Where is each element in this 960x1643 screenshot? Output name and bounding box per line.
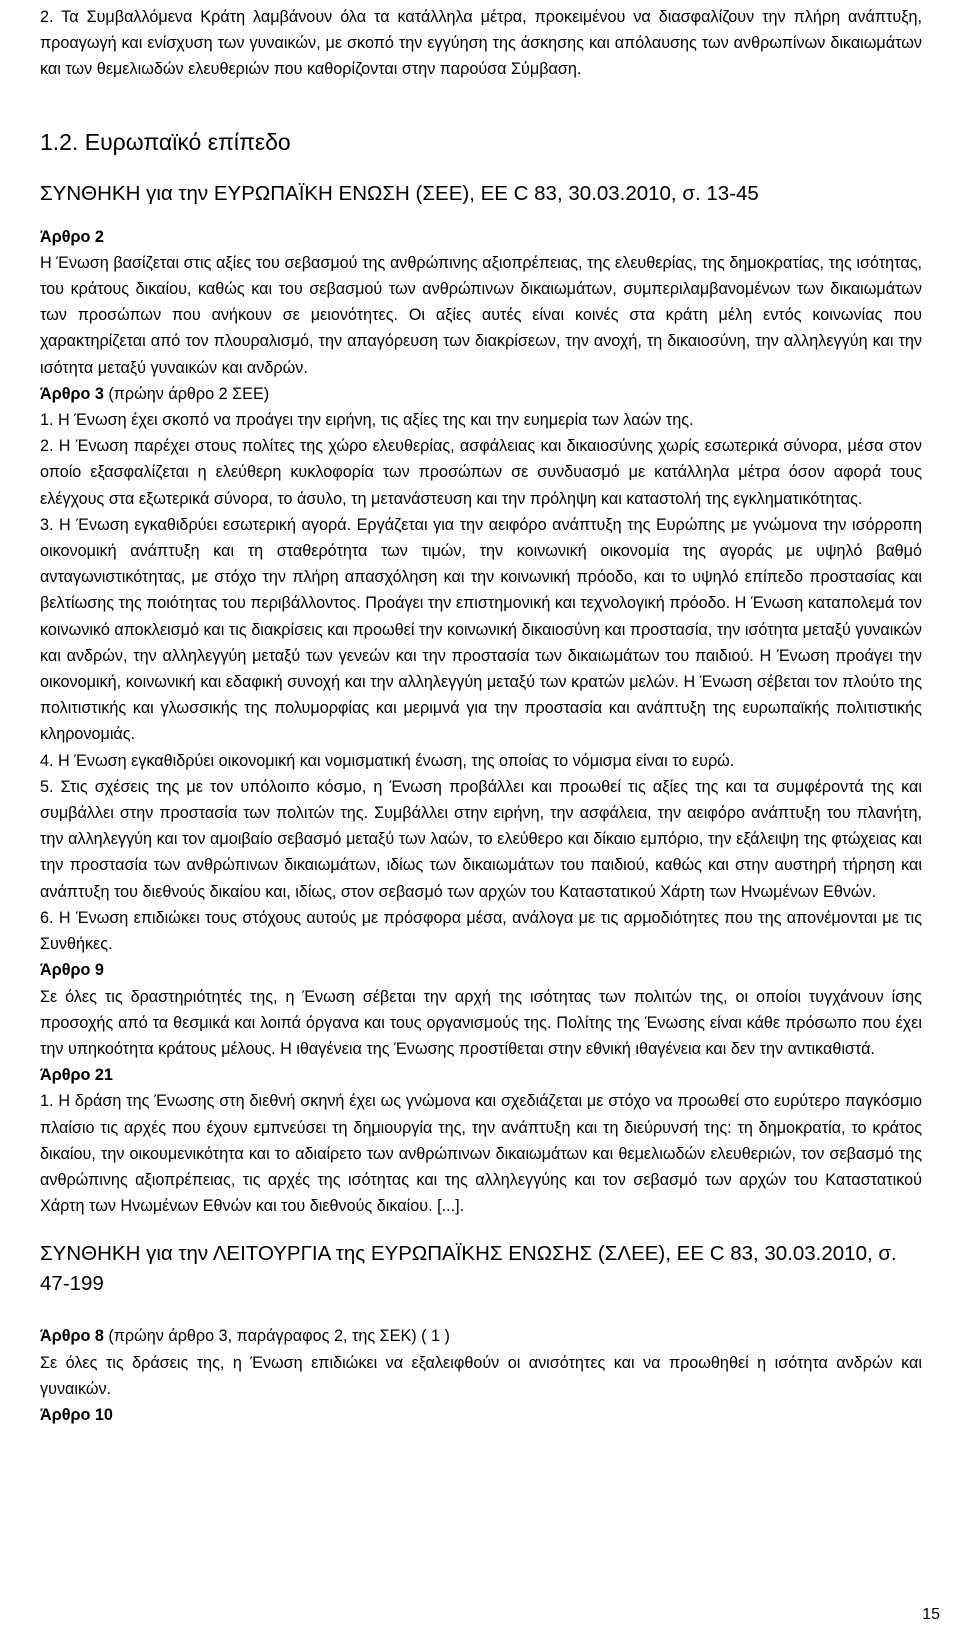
article-21-title — [40, 1062, 922, 1088]
article-21-text: 1. Η δράση της Ένωσης στη διεθνή σκηνή έχει ως γνώμονα και σχεδιάζεται με στόχο να προωθεί στο ευρύτερο παγκόσμιο πλαίσιο τις αρχές που έχουν εμπνεύσει τη δημιουργία της, την ανάπτυξη και τη διεύρυνσή της: τη δημοκρατία, το κράτος δικαίου, την οικουμενικότητα και το αδιαίρετο των ανθρώπινων δικαιωμάτων και θεμελιωδών ελευθεριών, τον σεβασμό της ανθρώπινης αξιοπρέπειας, τις αρχές της ισότητας και της αλληλεγγύης και τον σεβασμό των αρχών του Καταστατικού Χάρτη των Ηνωμένων Εθνών και του διεθνούς δικαίου. [...]. — [40, 1092, 922, 1216]
article-9-title — [40, 957, 922, 983]
article-3-paragraph: 3. Η Ένωση εγκαθιδρύει εσωτερική αγορά. Εργάζεται για την αειφόρο ανάπτυξη της Ευρώπης με γνώμονα την ισόρροπη οικονομική ανάπτυξη και τη σταθερότητα των τιμών, την κοινωνική οικονομία της αγοράς με υψηλό βαθμό ανταγωνιστικότητας, με στόχο την πλήρη απασχόληση και την κοινωνική πρόοδο, και το υψηλό επίπεδο προστασίας και βελτίωσης της ποιότητας του περιβάλλοντος. Προάγει την επιστημονική και τεχνολογική πρόοδο. Η Ένωση καταπολεμά τον κοινωνικό αποκλεισμό και τις διακρίσεις και προωθεί την κοινωνική δικαιοσύνη και προστασία, την ισότητα μεταξύ γυναικών και ανδρών, την αλληλεγγύη μεταξύ των γενεών και την προστασία των δικαιωμάτων του παιδιού. Η Ένωση προάγει την οικονομική, κοινωνική και εδαφική συνοχή και την αλληλεγγύη μεταξύ των κρατών μελών. Η Ένωση σέβεται τον πλούτο της πολιτιστικής και γλωσσικής της πολυμορφίας και μεριμνά για την προστασία και ανάπτυξη της ευρωπαϊκής πολιτιστικής κληρονομιάς. — [40, 515, 922, 744]
article-3-title — [40, 381, 922, 407]
article-9-label: Άρθρο 9 — [40, 961, 104, 980]
article-10-title — [40, 1402, 922, 1428]
page-number: 15 — [922, 1606, 940, 1623]
article-2-title — [40, 224, 922, 250]
article-3-paragraph: 5. Στις σχέσεις της με τον υπόλοιπο κόσμο, η Ένωση προβάλλει και προωθεί τις αξίες της και τα συμφέροντά της και συμβάλλει στην προστασία των πολιτών της. Συμβάλλει στην ειρήνη, την ασφάλεια, την αειφόρο ανάπτυξη του πλανήτη, την αλληλεγγύη και τον αμοιβαίο σεβασμό μεταξύ των λαών, το ελεύθερο και δίκαιο εμπόριο, την εξάλειψη της φτώχειας και την προστασία των ανθρώπινων δικαιωμάτων, ιδίως των δικαιωμάτων του παιδιού, καθώς και στην αυστηρή τήρηση και ανάπτυξη του διεθνούς δικαίου και, ιδίως, στον σεβασμό των αρχών του Καταστατικού Χάρτη των Ηνωμένων Εθνών. — [40, 777, 922, 901]
article-2-text: Η Ένωση βασίζεται στις αξίες του σεβασμού της ανθρώπινης αξιοπρέπειας, της ελευθερίας, της δημοκρατίας, της ισότητας, του κράτους δικαίου, καθώς και του σεβασμού των ανθρώπινων δικαιωμάτων, συμπεριλαμβανομένων των δικαιωμάτων των προσώπων που ανήκουν σε μειονότητες. Οι αξίες αυτές είναι κοινές στα κράτη μέλη εντός κοινωνίας που χαρακτηρίζεται από τον πλουραλισμό, την απαγόρευση των διακρίσεων, την ανοχή, τη δικαιοσύνη, την αλληλεγγύη και την ισότητα μεταξύ γυναικών και ανδρών. — [40, 253, 922, 377]
article-3-subtitle: (πρώην άρθρο 2 ΣΕΕ) — [103, 384, 270, 403]
treaty-title-tfeu: ΣΥΝΘΗΚΗ για την ΛΕΙΤΟΥΡΓΙΑ της ΕΥΡΩΠΑΪΚΗΣ ΕΝΩΣΗΣ (ΣΛΕΕ), ΕΕ C 83, 30.03.2010, σ. 47-199 — [40, 1242, 897, 1296]
article-10-label: Άρθρο 10 — [40, 1405, 113, 1424]
article-3-paragraph: 1. Η Ένωση έχει σκοπό να προάγει την ειρήνη, τις αξίες της και την ευημερία των λαών της. — [40, 411, 694, 430]
article-3-paragraph: 4. Η Ένωση εγκαθιδρύει οικονομική και νομισματική ένωση, της οποίας το νόμισμα είναι το ευρώ. — [40, 751, 735, 770]
article-3-paragraph: 2. Η Ένωση παρέχει στους πολίτες της χώρο ελευθερίας, ασφάλειας και δικαιοσύνης χωρίς εσωτερικά σύνορα, μέσα στον οποίο εξασφαλίζεται η ελεύθερη κυκλοφορία των προσώπων σε συνδυασμό με κατάλληλα μέτρα όσον αφορά τους ελέγχους στα εξωτερικά σύνορα, το άσυλο, τη μετανάστευση και την πρόληψη και καταστολή της εγκληματικότητας. — [40, 437, 922, 508]
article-21-label: Άρθρο 21 — [40, 1066, 113, 1085]
article-9-text: Σε όλες τις δραστηριότητές της, η Ένωση σέβεται την αρχή της ισότητας των πολιτών της, οι οποίοι τυγχάνουν ίσης προσοχής από τα θεσμικά και λοιπά όργανα και τους οργανισμούς της. Πολίτης της Ένωσης είναι κάθε πρόσωπο που έχει την υπηκοότητα κράτους μέλους. Η ιθαγένεια της Ένωσης προστίθεται στην εθνική ιθαγένεια και δεν την αντικαθιστά. — [40, 987, 922, 1058]
article-8-text: Σε όλες τις δράσεις της, η Ένωση επιδιώκει να εξαλειφθούν οι ανισότητες και να προωθηθεί η ισότητα ανδρών και γυναικών. — [40, 1353, 922, 1398]
article-8-label: Άρθρο 8 — [40, 1327, 104, 1346]
article-8-title — [40, 1323, 922, 1349]
article-8-subtitle: (πρώην άρθρο 3, παράγραφος 2, της ΣΕΚ) ( 1 ) — [103, 1327, 450, 1346]
article-3-label: Άρθρο 3 — [40, 384, 104, 403]
treaty-title-teu: ΣΥΝΘΗΚΗ για την ΕΥΡΩΠΑΪΚΗ ΕΝΩΣΗ (ΣΕΕ), ΕΕ C 83, 30.03.2010, σ. 13-45 — [40, 181, 759, 205]
intro-paragraph: 2. Τα Συμβαλλόμενα Κράτη λαμβάνουν όλα τα κατάλληλα μέτρα, προκειμένου να διασφαλίζουν την πλήρη ανάπτυξη, προαγωγή και ενίσχυση των γυναικών, με σκοπό την εγγύηση της άσκησης και απόλαυσης των ανθρωπίνων δικαιωμάτων και των θεμελιωδών ελευθεριών που καθορίζονται στην παρούσα Σύμβαση. — [40, 8, 922, 79]
article-3-paragraph: 6. Η Ένωση επιδιώκει τους στόχους αυτούς με πρόσφορα μέσα, ανάλογα με τις αρμοδιότητες που της απονέμονται με τις Συνθήκες. — [40, 908, 922, 954]
document-body — [40, 4, 922, 1428]
article-2-label: Άρθρο 2 — [40, 227, 104, 246]
section-heading: 1.2. Ευρωπαϊκό επίπεδο — [40, 128, 291, 155]
